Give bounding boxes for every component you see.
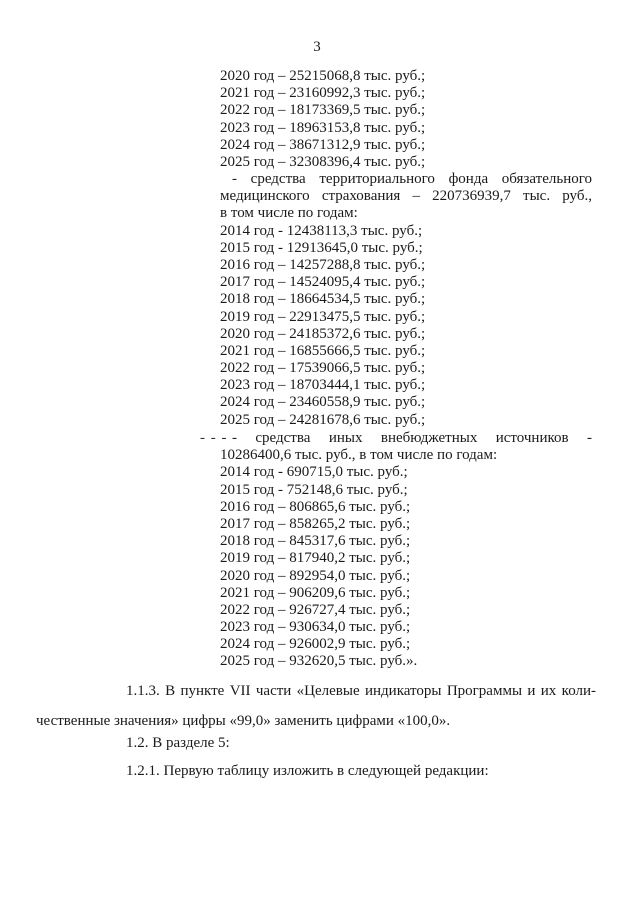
list-item: 2023 год – 18963153,8 тыс. руб.; — [220, 119, 426, 136]
list-item: 2021 год – 16855666,5 тыс. руб.; — [220, 342, 426, 359]
list-item: 2015 год - 752148,6 тыс. руб.; — [220, 481, 408, 498]
list-item: 2021 год – 906209,6 тыс. руб.; — [220, 584, 411, 601]
paragraph-line: 1.2. В разделе 5: — [126, 735, 230, 751]
section-header-line: - средства иных внебюджетных источников - — [232, 430, 592, 446]
list-item: 2015 год - 12913645,0 тыс. руб.; — [220, 239, 423, 256]
list-item: 2018 год – 18664534,5 тыс. руб.; — [220, 291, 426, 308]
paragraph-1-2 — [36, 728, 596, 758]
list-item: 2017 год – 858265,2 тыс. руб.; — [220, 515, 411, 532]
handwritten-dash-mark: - - - — [200, 430, 228, 446]
section-header-line: медицинского страхования – 220736939,7 тыс. руб., — [220, 188, 592, 205]
list-item: 2022 год – 18173369,5 тыс. руб.; — [220, 102, 426, 119]
list-item: 2020 год – 892954,0 тыс. руб.; — [220, 567, 411, 584]
list-item: 2021 год – 23160992,3 тыс. руб.; — [220, 85, 426, 102]
paragraph-1-1-3 — [36, 676, 596, 736]
list-item: 2016 год – 14257288,8 тыс. руб.; — [220, 256, 426, 273]
page-number: 3 — [313, 39, 321, 55]
list-item: 2025 год – 932620,5 тыс. руб.». — [220, 653, 418, 670]
paragraph-line: 1.2.1. Первую таблицу изложить в следующей редакции: — [126, 763, 489, 779]
list-item: 2024 год – 23460558,9 тыс. руб.; — [220, 394, 426, 411]
list-item: 2019 год – 22913475,5 тыс. руб.; — [220, 308, 426, 325]
section-header-line: - средства территориального фонда обязательного — [232, 171, 592, 187]
list-item: 2016 год – 806865,6 тыс. руб.; — [220, 498, 411, 515]
list-item: 2018 год – 845317,6 тыс. руб.; — [220, 533, 411, 550]
extra-budget-section — [200, 430, 592, 671]
paragraph-1-2-1 — [36, 756, 596, 786]
list-item: 2020 год – 25215068,8 тыс. руб.; — [220, 68, 426, 84]
list-item: 2025 год – 32308396,4 тыс. руб.; — [220, 153, 426, 170]
list-item: 2019 год – 817940,2 тыс. руб.; — [220, 550, 411, 567]
territorial-fund-section — [220, 171, 592, 429]
list-item: 2014 год - 12438113,3 тыс. руб.; — [220, 222, 423, 239]
funding-list-continued — [220, 68, 592, 171]
list-item: 2023 год – 930634,0 тыс. руб.; — [220, 619, 411, 636]
paragraph-line: чественные значения» цифры «99,0» заменить цифрами «100,0». — [36, 713, 451, 729]
list-item: 2025 год – 24281678,6 тыс. руб.; — [220, 411, 426, 428]
list-item: 2014 год - 690715,0 тыс. руб.; — [220, 464, 408, 481]
paragraph-line: 1.1.3. В пункте VII части «Целевые индикаторы Программы и их коли- — [126, 683, 596, 699]
list-item: 2022 год – 17539066,5 тыс. руб.; — [220, 360, 426, 377]
list-item: 2020 год – 24185372,6 тыс. руб.; — [220, 325, 426, 342]
list-item: 2024 год – 926002,9 тыс. руб.; — [220, 636, 411, 653]
section-header-line: в том числе по годам: — [220, 205, 358, 222]
list-item: 2017 год – 14524095,4 тыс. руб.; — [220, 274, 426, 291]
list-item: 2022 год – 926727,4 тыс. руб.; — [220, 601, 411, 618]
section-header-line: 10286400,6 тыс. руб., в том числе по годам: — [220, 447, 498, 464]
list-item: 2024 год – 38671312,9 тыс. руб.; — [220, 136, 426, 153]
list-item: 2023 год – 18703444,1 тыс. руб.; — [220, 377, 426, 394]
